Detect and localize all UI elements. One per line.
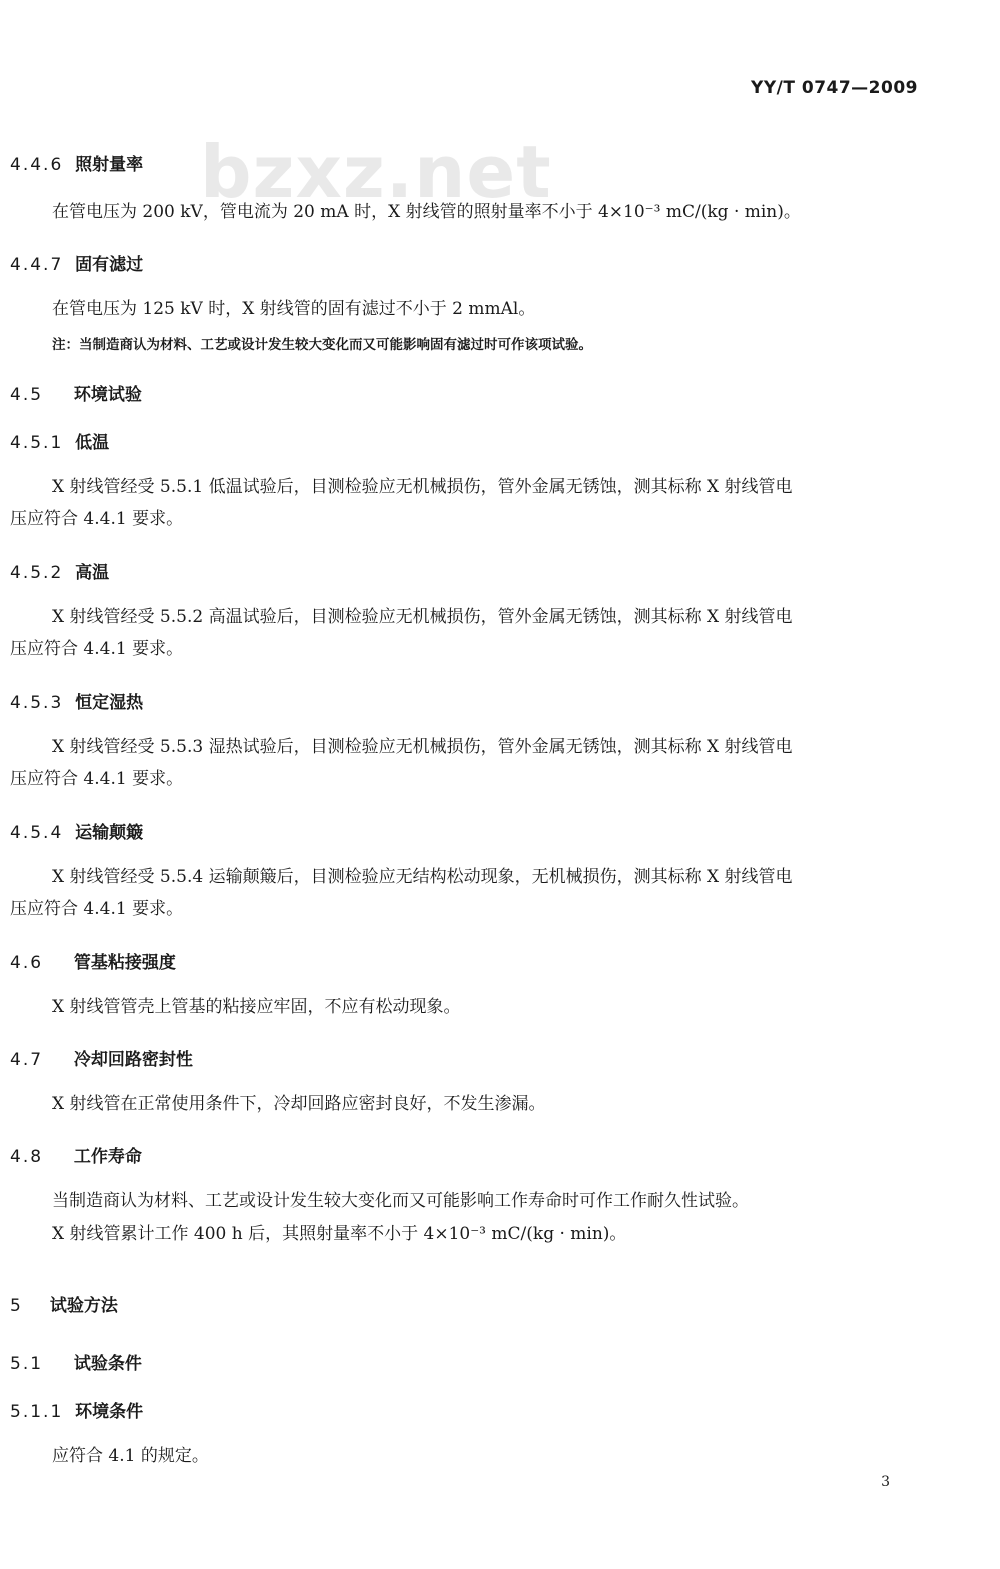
paragraph: X 射线管管壳上管基的粘接应牢固，不应有松动现象。 [52,997,461,1017]
section-number: 4.5.4 [10,823,64,843]
paragraph: X 射线管经受 5.5.1 低温试验后，目测检验应无机械损伤，管外金属无锈蚀，测其标称 X 射线管电 [52,477,793,497]
section-heading-4-8 [10,1142,142,1167]
paragraph: X 射线管在正常使用条件下，冷却回路应密封良好，不发生渗漏。 [52,1094,546,1114]
section-title: 固有滤过 [75,255,144,275]
section-title: 运输颠簸 [75,823,144,843]
section-title: 恒定湿热 [75,693,144,713]
section-title: 低温 [75,433,110,453]
paragraph-continuation: 压应符合 4.4.1 要求。 [10,769,184,789]
section-number: 4.7 [10,1050,44,1070]
paragraph: X 射线管经受 5.5.4 运输颠簸后，目测检验应无结构松动现象，无机械损伤，测其标称 X 射线管电 [52,867,793,887]
section-title: 高温 [75,563,110,583]
section-heading-4-7 [10,1045,193,1070]
section-number: 5.1.1 [10,1402,64,1422]
section-number: 4.5 [10,385,44,405]
paragraph: 在管电压为 200 kV，管电流为 20 mA 时，X 射线管的照射量率不小于 4×10⁻³ mC/(kg · min)。 [52,202,801,222]
section-title: 照射量率 [75,155,144,175]
standard-code: YY/T 0747—2009 [751,78,918,98]
section-heading-4-5-2 [10,558,109,583]
section-number: 4.4.7 [10,255,64,275]
paragraph-continuation: 压应符合 4.4.1 要求。 [10,899,184,919]
paragraph: 在管电压为 125 kV 时，X 射线管的固有滤过不小于 2 mmAl。 [52,299,536,319]
section-heading-4-5 [10,380,142,405]
section-heading-5 [10,1291,118,1316]
watermark: bzxz.net [200,130,552,214]
section-number: 5.1 [10,1354,44,1374]
section-title: 管基粘接强度 [73,953,176,973]
section-heading-4-4-6 [10,150,143,175]
page-number: 3 [881,1474,890,1490]
section-heading-4-4-7 [10,250,143,275]
section-heading-4-5-3 [10,688,143,713]
section-title: 环境条件 [75,1402,144,1422]
section-heading-5-1-1 [10,1397,143,1422]
paragraph: 当制造商认为材料、工艺或设计发生较大变化而又可能影响工作寿命时可作工作耐久性试验。 [52,1191,749,1211]
section-number: 4.6 [10,953,44,973]
paragraph: X 射线管经受 5.5.3 湿热试验后，目测检验应无机械损伤，管外金属无锈蚀，测其标称 X 射线管电 [52,737,793,757]
section-heading-5-1 [10,1349,142,1374]
section-number: 5 [10,1296,23,1316]
section-title: 冷却回路密封性 [73,1050,193,1070]
section-number: 4.5.1 [10,433,64,453]
section-title: 试验条件 [73,1354,142,1374]
section-heading-4-6 [10,948,176,973]
section-title: 工作寿命 [73,1147,142,1167]
section-number: 4.8 [10,1147,44,1167]
section-title: 环境试验 [73,385,142,405]
paragraph-continuation: 压应符合 4.4.1 要求。 [10,509,184,529]
section-heading-4-5-4 [10,818,143,843]
section-number: 4.5.2 [10,563,64,583]
section-title: 试验方法 [49,1296,118,1316]
paragraph: 应符合 4.1 的规定。 [52,1446,209,1466]
paragraph-continuation: 压应符合 4.4.1 要求。 [10,639,184,659]
note: 注：当制造商认为材料、工艺或设计发生较大变化而又可能影响固有滤过时可作该项试验。 [52,337,592,353]
paragraph: X 射线管经受 5.5.2 高温试验后，目测检验应无机械损伤，管外金属无锈蚀，测其标称 X 射线管电 [52,607,793,627]
section-heading-4-5-1 [10,428,109,453]
section-number: 4.4.6 [10,155,64,175]
paragraph: X 射线管累计工作 400 h 后，其照射量率不小于 4×10⁻³ mC/(kg · min)。 [52,1224,627,1244]
section-number: 4.5.3 [10,693,64,713]
